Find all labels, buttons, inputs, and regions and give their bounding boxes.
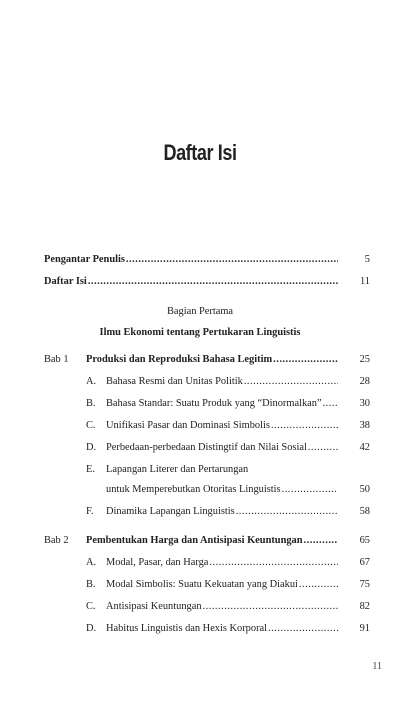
toc-page-number: 91 bbox=[359, 623, 370, 634]
toc-entry-label: Produksi dan Reproduksi Bahasa Legitim bbox=[86, 354, 273, 365]
toc-entry-label: Daftar Isi bbox=[44, 276, 87, 287]
toc-page-number: 11 bbox=[359, 276, 370, 287]
section-letter: C. bbox=[86, 420, 96, 431]
toc-page-number: 30 bbox=[359, 398, 370, 409]
toc-page-number: 50 bbox=[359, 484, 370, 495]
toc-page-number: 65 bbox=[359, 535, 370, 546]
toc-page-number: 58 bbox=[359, 506, 370, 517]
section-letter: D. bbox=[86, 623, 97, 634]
toc-entry-label: Antisipasi Keuntungan bbox=[106, 601, 202, 612]
toc-entry-label: untuk Memperebutkan Otoritas Linguistis bbox=[106, 484, 281, 495]
part-subtitle: Ilmu Ekonomi tentang Pertukaran Linguistis bbox=[99, 327, 301, 338]
section-letter: B. bbox=[86, 398, 96, 409]
toc-entry-label: Lapangan Literer dan Pertarungan bbox=[106, 464, 249, 475]
toc-page-number: 38 bbox=[359, 420, 370, 431]
section-letter: C. bbox=[86, 601, 96, 612]
toc-entry-label: Pembentukan Harga dan Antisipasi Keuntungan bbox=[86, 535, 303, 546]
chapter-number: Bab 1 bbox=[44, 354, 69, 365]
toc-page-number: 42 bbox=[359, 442, 370, 453]
page-title: Daftar Isi bbox=[163, 140, 237, 165]
toc-entry-label: Dinamika Lapangan Linguistis bbox=[106, 506, 235, 517]
chapter-number: Bab 2 bbox=[44, 535, 69, 546]
toc-page-number: 82 bbox=[359, 601, 370, 612]
section-letter: A. bbox=[86, 557, 97, 568]
toc-entry-label: Pengantar Penulis bbox=[44, 254, 125, 265]
toc-page-number: 28 bbox=[359, 376, 370, 387]
toc-page-number: 67 bbox=[359, 557, 370, 568]
toc-entry-label: Perbedaan-perbedaan Distingtif dan Nilai Sosial bbox=[106, 442, 307, 453]
toc-entry-label: Unifikasi Pasar dan Dominasi Simbolis bbox=[106, 420, 270, 431]
toc-entry-label: Bahasa Resmi dan Unitas Politik bbox=[106, 376, 243, 387]
section-letter: E. bbox=[86, 464, 95, 475]
toc-page-number: 25 bbox=[359, 354, 370, 365]
section-letter: D. bbox=[86, 442, 97, 453]
toc-page-number: 75 bbox=[359, 579, 370, 590]
section-letter: A. bbox=[86, 376, 97, 387]
part-label: Bagian Pertama bbox=[166, 306, 234, 317]
section-letter: F. bbox=[86, 506, 94, 517]
toc-entry-label: Habitus Linguistis dan Hexis Korporal bbox=[106, 623, 268, 634]
folio-page-number: 11 bbox=[372, 661, 382, 672]
toc-entry-label: Bahasa Standar: Suatu Produk yang “Dinormalkan” bbox=[106, 398, 322, 409]
toc-entry-label: Modal Simbolis: Suatu Kekuatan yang Diakui bbox=[106, 579, 298, 590]
section-letter: B. bbox=[86, 579, 96, 590]
toc-page-number: 5 bbox=[364, 254, 370, 265]
toc-entry-label: Modal, Pasar, dan Harga bbox=[106, 557, 209, 568]
